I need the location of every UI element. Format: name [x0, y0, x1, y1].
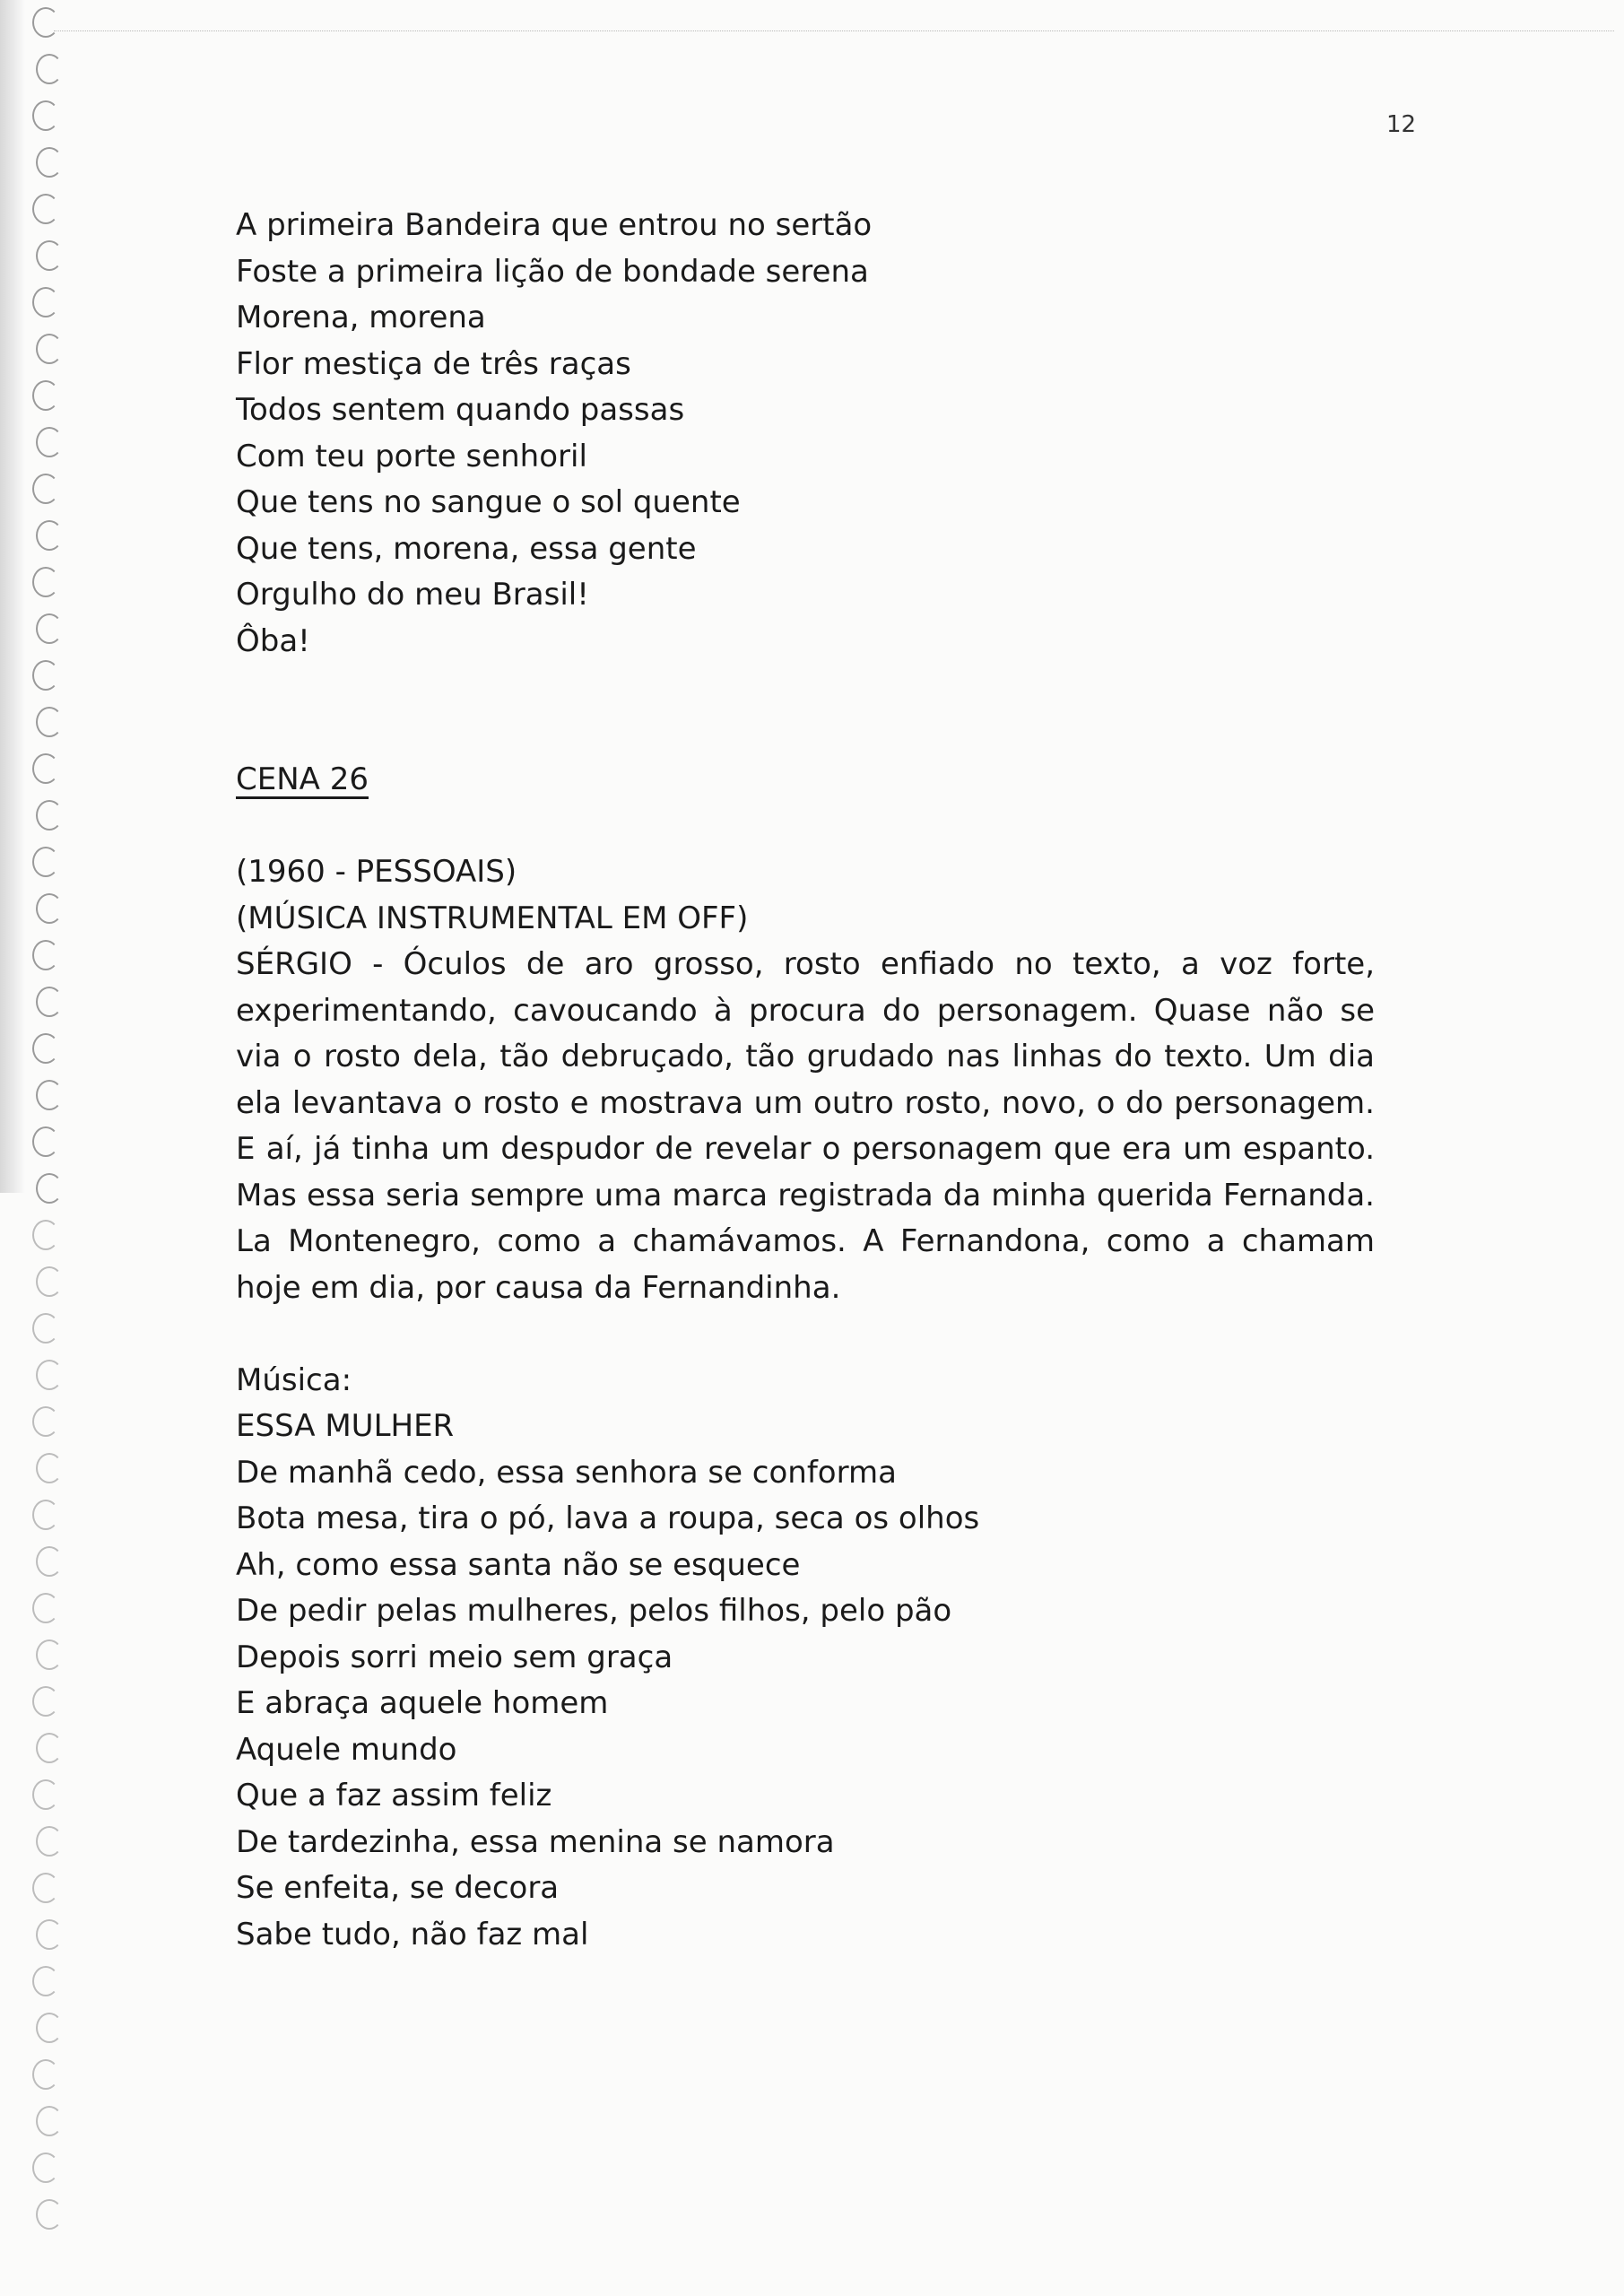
binder-hole — [36, 2199, 63, 2230]
verse-line: Bota mesa, tira o pó, lava a roupa, seca os olhos — [236, 1500, 980, 1536]
binder-hole — [32, 1126, 59, 1157]
binder-hole — [36, 613, 63, 644]
binder-hole — [32, 847, 59, 877]
binder-hole — [36, 334, 63, 364]
binder-hole — [36, 1080, 63, 1110]
verse-line: De manhã cedo, essa senhora se conforma — [236, 1454, 897, 1491]
binder-hole — [36, 987, 63, 1017]
verse-line: Com teu porte senhoril — [236, 438, 587, 474]
binder-hole — [36, 800, 63, 831]
binder-hole — [32, 567, 59, 597]
verse-line: Que tens no sangue o sol quente — [236, 484, 741, 520]
binder-hole — [36, 1733, 63, 1763]
verse-line: Ah, como essa santa não se esquece — [236, 1546, 801, 1583]
binder-hole — [36, 1173, 63, 1204]
binder-hole — [36, 1360, 63, 1390]
binder-hole — [32, 1033, 59, 1064]
binder-hole — [36, 147, 63, 178]
verse-line: Se enfeita, se decora — [236, 1870, 560, 1906]
binder-hole — [32, 660, 59, 691]
verse-line: De tardezinha, essa menina se namora — [236, 1823, 835, 1860]
verse-line: Foste a primeira lição de bondade serena — [236, 253, 869, 290]
binder-hole — [32, 1220, 59, 1250]
verse-line: Depois sorri meio sem graça — [236, 1639, 673, 1675]
verse-line: De pedir pelas mulheres, pelos filhos, pelo pão — [236, 1593, 952, 1629]
verse-line: Aquele mundo — [236, 1731, 457, 1768]
verse-line: Flor mestiça de três raças — [236, 345, 631, 382]
binder-hole — [32, 380, 59, 411]
punched-edge-shadow — [0, 0, 25, 1193]
binder-hole — [32, 194, 59, 224]
binder-hole — [32, 1406, 59, 1437]
binder-hole — [36, 520, 63, 551]
binder-hole — [32, 1593, 59, 1623]
binder-hole — [36, 1826, 63, 1857]
verse-block-2 — [236, 1450, 1375, 1959]
spacer — [236, 1311, 1375, 1358]
speech-text: - Óculos de aro grosso, rosto enfiado no texto, a voz forte, experimentando, cavoucando à procura do personagem. Quase não se via o rosto dela, tão debruçado, tão grudado nas linhas do texto. Um dia ela levantava o rosto e mostrava um outro rosto, novo, o do personagem. E aí, já tinha um despudor de revelar o personagem que era um espanto. Mas essa seria sempre uma marca registrada da minha querida Fernanda. La Montenegro, como a chamávamos. A Fernandona, como a chamam hoje em dia, por causa da Fernandinha. — [236, 946, 1375, 1306]
script-page-body — [236, 203, 1375, 1958]
binder-hole — [36, 240, 63, 271]
music-label: Música: — [236, 1361, 352, 1398]
binder-hole — [36, 707, 63, 737]
verse-line: Todos sentem quando passas — [236, 392, 685, 428]
binder-hole — [32, 1313, 59, 1344]
binder-hole — [36, 2013, 63, 2043]
scene-title: CENA 26 — [236, 761, 369, 797]
binder-hole — [36, 2106, 63, 2136]
binder-hole — [36, 427, 63, 457]
verse-block-1 — [236, 203, 1375, 665]
binder-hole — [32, 1873, 59, 1903]
binder-holes-margin — [0, 0, 90, 2296]
verse-line: Ôba! — [236, 622, 310, 659]
binder-hole — [32, 474, 59, 504]
binder-hole — [32, 1779, 59, 1810]
binder-hole — [36, 1919, 63, 1950]
speaker-name: SÉRGIO — [236, 946, 352, 982]
binder-hole — [32, 1500, 59, 1530]
stage-direction: (MÚSICA INSTRUMENTAL EM OFF) — [236, 900, 749, 936]
binder-hole — [32, 2152, 59, 2183]
speech-paragraph — [236, 942, 1375, 1311]
binder-hole — [32, 287, 59, 317]
binder-hole — [36, 54, 63, 84]
binder-hole — [32, 1966, 59, 1996]
spacer — [236, 804, 1375, 850]
verse-line: Que a faz assim feliz — [236, 1778, 552, 1813]
verse-line: E abraça aquele homem — [236, 1685, 609, 1721]
verse-line: Orgulho do meu Brasil! — [236, 577, 589, 613]
binder-hole — [36, 1639, 63, 1670]
stage-direction: (1960 - PESSOAIS) — [236, 854, 517, 890]
binder-hole — [36, 1453, 63, 1483]
binder-hole — [32, 753, 59, 784]
binder-hole — [32, 940, 59, 970]
binder-hole — [36, 893, 63, 924]
song-title: ESSA MULHER — [236, 1408, 455, 1444]
binder-hole — [32, 1686, 59, 1717]
verse-line: Sabe tudo, não faz mal — [236, 1916, 589, 1952]
binder-hole — [32, 100, 59, 131]
verse-line: Que tens, morena, essa gente — [236, 530, 697, 567]
scan-top-edge — [54, 30, 1614, 31]
page-number: 12 — [1386, 111, 1417, 138]
verse-line: Morena, morena — [236, 300, 486, 335]
verse-line: A primeira Bandeira que entrou no sertão — [236, 207, 873, 243]
binder-hole — [32, 2059, 59, 2090]
binder-hole — [36, 1266, 63, 1297]
binder-hole — [36, 1546, 63, 1577]
binder-hole — [32, 7, 59, 38]
